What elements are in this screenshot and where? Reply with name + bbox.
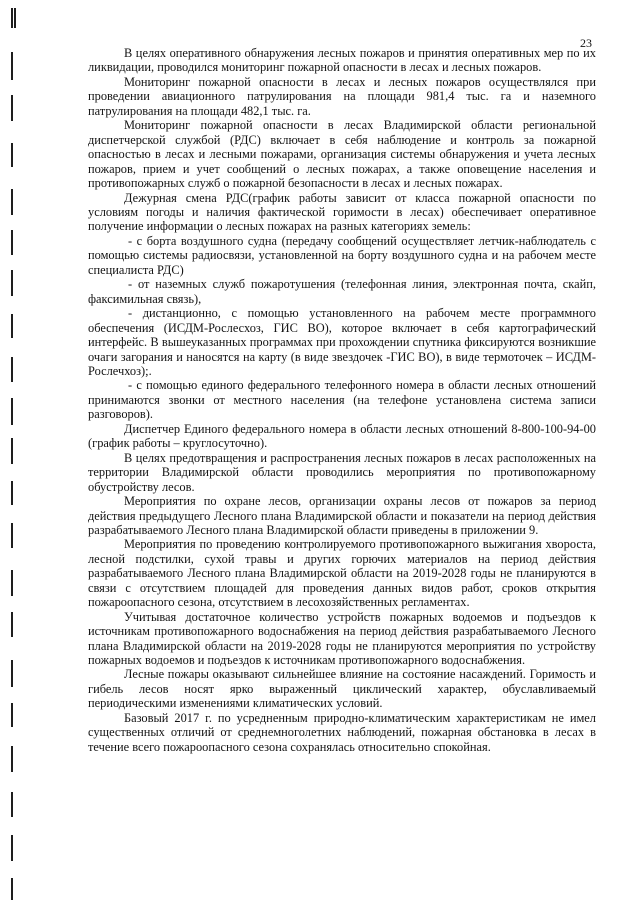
binding-mark xyxy=(11,314,13,338)
list-item: - с борта воздушного судна (передачу сообщений осуществляет летчик-наблюдатель с помощью системы радиосвязи, установленной на борту воздушного судна и на рабочем месте специалиста РДС) xyxy=(88,233,596,277)
paragraph: Лесные пожары оказывают сильнейшее влияние на состояние насаждений. Горимость и гибель лесов носят ярко выраженный циклический характер, обуславливаемый периодическими изменениями климатических условий. xyxy=(88,667,596,711)
paragraph: В целях оперативного обнаружения лесных пожаров и принятия оперативных мер по их ликвидации, проводился мониторинг пожарной опасности в лесах и лесных пожаров. xyxy=(88,46,596,75)
paragraph: Мониторинг пожарной опасности в лесах и лесных пожаров осуществлялся при проведении авиационного патрулирования на площади 981,4 тыс. га и наземного патрулирования на площади 482,1 тыс. га. xyxy=(88,74,596,118)
binding-mark xyxy=(14,8,16,28)
paragraph: Мероприятия по проведению контролируемого противопожарного выжигания хвороста, лесной подстилки, сухой травы и других горючих материалов на период действия разрабатываемого Лесного плана Владимирской области на 2019-2028 годы не планируются в связи с отсутствием площадей для проведения данных видов работ, сроков открытия пожароопасного сезона, отсутствием в лесохозяйственных регламентах. xyxy=(88,537,596,610)
binding-mark xyxy=(11,660,13,687)
paragraph: Диспетчер Единого федерального номера в области лесных отношений 8-800-100-94-00 (график работы – круглосуточно). xyxy=(88,421,596,451)
binding-mark xyxy=(11,357,13,382)
binding-mark xyxy=(11,878,13,900)
paragraph: Дежурная смена РДС(график работы зависит от класса пожарной опасности по условиям погоды и наличия фактической горимости в лесах) обеспечивает оперативное получение информации о лесных пожарах на разных категориях земель: xyxy=(88,190,596,234)
page-number: 23 xyxy=(580,36,592,50)
binding-mark xyxy=(11,270,13,296)
paragraph: Мероприятия по охране лесов, организации охраны лесов от пожаров за период действия предыдущего Лесного плана Владимирской области и показатели на период действия разрабатываемого Лесного плана Владимирской области приведены в приложении 9. xyxy=(88,494,596,537)
document-body xyxy=(88,46,596,754)
binding-mark xyxy=(11,398,13,425)
paragraph: Базовый 2017 г. по усредненным природно-климатическим характеристикам не имел существенных отличий от среднемноголетних наблюдений, пожарная обстановка в лесах в течение всего пожароопасного сезона сохранялась относительно спокойная. xyxy=(88,710,596,754)
binding-mark xyxy=(11,746,13,772)
binding-mark xyxy=(11,52,13,80)
binding-edge-marks xyxy=(0,0,30,905)
binding-mark xyxy=(11,189,13,215)
binding-mark xyxy=(11,481,13,505)
binding-mark xyxy=(11,835,13,861)
binding-mark xyxy=(11,143,13,167)
list-item: - от наземных служб пожаротушения (телефонная линия, электронная почта, скайп, факсимильная связь), xyxy=(88,277,596,306)
binding-mark xyxy=(11,570,13,596)
binding-mark xyxy=(11,438,13,464)
binding-mark xyxy=(11,703,13,727)
list-item: - дистанционно, с помощью установленного на рабочем месте программного обеспечения (ИСДМ-Рослесхоз, ГИС ВО), которое включает в себя картографический интерфейс. В вышеуказанных программах при прохождении спутника фиксируются возникшие очаги загорания и наносятся на карту (в виде звездочек -ГИС ВО), в виде термоточек – ИСДМ-Рослечхоз);. xyxy=(88,306,596,378)
binding-mark xyxy=(11,523,13,548)
paragraph: Учитывая достаточное количество устройств пожарных водоемов и подъездов к источникам противопожарного водоснабжения на период действия разрабатываемого Лесного плана Владимирской области на 2019-2028 годы не планируются мероприятия по устройству пожарных водоемов и подъездов к источникам противопожарного водоснабжения. xyxy=(88,609,596,668)
paragraph: В целях предотвращения и распространения лесных пожаров в лесах расположенных на территории Владимирской области проводились мероприятия по противопожарному обустройству лесов. xyxy=(88,450,596,494)
binding-mark xyxy=(11,792,13,817)
binding-mark xyxy=(11,95,13,121)
paragraph: Мониторинг пожарной опасности в лесах Владимирской области региональной диспетчерской службой (РДС) включает в себя наблюдение и контроль за пожарной опасностью в лесах и лесными пожарами, организация системы обнаружения и учета лесных пожаров, прием и учет сообщений о лесных пожарах, а также оповещение населения и противопожарных служб о пожарной безопасности в лесах и лесных пожарах. xyxy=(88,118,596,191)
binding-mark xyxy=(11,8,13,28)
binding-mark xyxy=(11,230,13,255)
binding-mark xyxy=(11,612,13,637)
list-item: - с помощью единого федерального телефонного номера в области лесных отношений принимаются звонки от местного населения (на телефоне установлена система записи разговоров). xyxy=(88,378,596,422)
